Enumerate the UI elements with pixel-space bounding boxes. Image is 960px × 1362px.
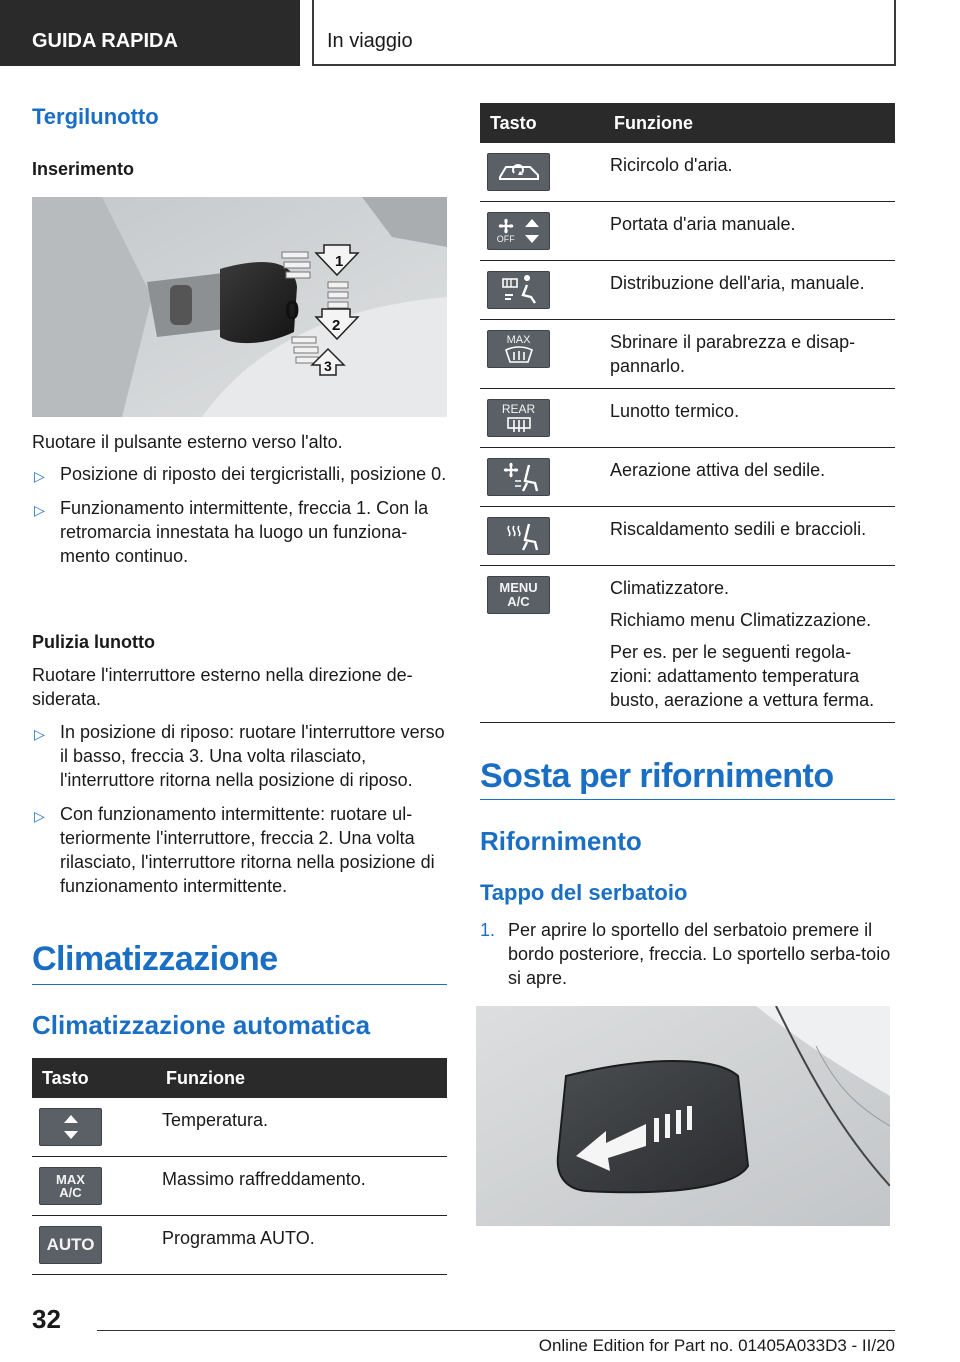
fuel-cap-heading: Tappo del serbatoio	[480, 880, 688, 905]
chapter-box	[312, 0, 896, 66]
fuel-flap-photo	[476, 1006, 890, 1226]
triangle-bullet-icon: ▷	[34, 808, 45, 824]
edition-info: Online Edition for Part no. 01405A033D3 - II/20	[538, 1336, 895, 1355]
section-title: GUIDA RAPIDA	[32, 30, 178, 52]
table-row: Aerazione attiva del sedile.	[480, 448, 895, 507]
refueling-subheading: Rifornimento	[480, 826, 642, 856]
fuel-flap-illustration	[476, 1006, 890, 1226]
climate-heading-rule	[32, 984, 447, 985]
list-item: ▷ In posizione di riposo: ruotare l'interruttore verso il basso, freccia 3. Una volta rilasciato, l'interruttore ritorna nella posizione di riposo.	[34, 722, 445, 790]
fan-speed-icon	[487, 212, 550, 250]
wiper-stalk-photo	[32, 197, 447, 417]
list-item: ▷ Funzionamento intermittente, freccia 1. Con la retromarcia innestata ha luogo un funziona-mento continuo.	[34, 498, 429, 566]
arrow-1-label: 1	[335, 253, 344, 270]
table-row: Temperatura.	[32, 1098, 447, 1157]
table-row: MAX A/C Massimo raffreddamento.	[32, 1157, 447, 1216]
col-header-function: Funzione	[604, 103, 895, 143]
insert-heading: Inserimento	[32, 159, 135, 179]
position-0-label: 0	[285, 295, 300, 325]
rear-defrost-icon	[487, 399, 550, 437]
max-ac-icon: MAX A/C	[39, 1167, 102, 1205]
col-header-key: Tasto	[480, 103, 604, 143]
table-row: MENU A/C Climatizzatore. Richiamo menu Climatizzazione. Per es. per le seguenti regola-zioni: adattamento temperatura busto, aerazione a vettura ferma.	[480, 566, 895, 723]
max-defrost-icon	[487, 330, 550, 368]
col-header-function: Funzione	[156, 1058, 447, 1098]
table-row: AUTO Programma AUTO.	[32, 1216, 447, 1275]
table-row: Riscaldamento sedili e braccioli.	[480, 507, 895, 566]
chapter-title: In viaggio	[327, 30, 413, 52]
table-row: MAX Sbrinare il parabrezza e disap-pannarlo.	[480, 320, 895, 389]
climate-key-table	[32, 1058, 447, 1275]
max-label: MAX	[506, 334, 531, 346]
triangle-bullet-icon: ▷	[34, 502, 45, 518]
section-tab	[0, 0, 300, 66]
seat-heating-icon	[487, 517, 550, 555]
triangle-bullet-icon: ▷	[34, 468, 45, 484]
wiper-intro: Ruotare il pulsante esterno verso l'alto.	[32, 432, 343, 452]
menu-ac-icon: MENU A/C	[487, 576, 550, 614]
arrow-3-label: 3	[324, 358, 332, 374]
page-number: 32	[32, 1304, 61, 1334]
climate-key-table-continued	[480, 103, 895, 723]
wiper-stalk-illustration	[32, 197, 447, 417]
wiper-bullet-list	[32, 462, 447, 578]
triangle-bullet-icon: ▷	[34, 726, 45, 742]
fan-off-label: OFF	[496, 234, 515, 244]
footer-rule	[97, 1330, 895, 1331]
arrow-2-label: 2	[332, 317, 341, 334]
table-row: Distribuzione dell'aria, manuale.	[480, 261, 895, 320]
refuel-heading: Sosta per rifornimento	[480, 757, 834, 795]
clean-text: Ruotare l'interruttore esterno nella direzione de-siderata.	[32, 665, 413, 709]
air-distribution-icon	[487, 271, 550, 309]
step-text: Per aprire lo sportello del serbatoio premere il bordo posteriore, freccia. Lo sportello serba-toio si apre.	[508, 920, 891, 988]
recirculation-icon	[487, 153, 550, 191]
step-item	[480, 918, 895, 990]
auto-climate-heading: Climatizzazione automatica	[32, 1010, 371, 1040]
temperature-arrows-icon	[39, 1108, 102, 1146]
auto-icon: AUTO	[39, 1226, 102, 1264]
refuel-heading-rule	[480, 799, 895, 800]
step-number: 1.	[480, 920, 496, 940]
table-row: Ricircolo d'aria.	[480, 143, 895, 202]
table-row: REAR Lunotto termico.	[480, 389, 895, 448]
table-row: OFF Portata d'aria manuale.	[480, 202, 895, 261]
list-item: ▷ Posizione di riposto dei tergicristalli, posizione 0.	[32, 462, 447, 486]
clean-heading: Pulizia lunotto	[32, 632, 155, 652]
climate-heading: Climatizzazione	[32, 940, 278, 978]
rear-wiper-heading: Tergilunotto	[32, 104, 159, 129]
col-header-key: Tasto	[32, 1058, 156, 1098]
seat-ventilation-icon	[487, 458, 550, 496]
rear-label: REAR	[501, 401, 536, 416]
clean-bullet-list	[32, 720, 447, 908]
list-item: ▷ Con funzionamento intermittente: ruotare ul-teriormente l'interruttore, freccia 2. Una volta rilasciato, l'interruttore ritorna nella posizione di funzionamento intermittente.	[34, 804, 435, 896]
